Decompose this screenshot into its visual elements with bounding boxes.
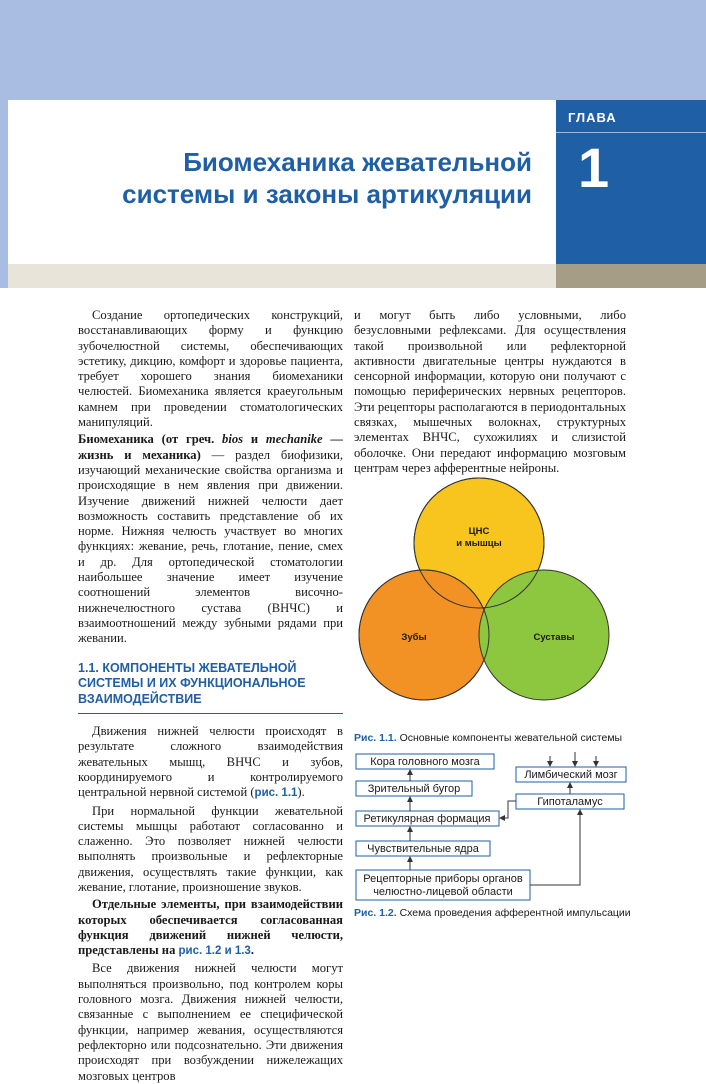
figure-1-2-caption-text: Схема проведения афферентной импульсации	[396, 907, 631, 919]
figure-1-1-caption-id: Рис. 1.1.	[354, 732, 397, 744]
chapter-label: ГЛАВА	[568, 110, 617, 125]
figure-1-2-scheme	[350, 748, 640, 906]
figure-1-1-caption	[354, 732, 622, 745]
label-receptors-line2: челюстно-лицевой области	[373, 886, 513, 898]
term-and: и	[243, 432, 266, 447]
label-limbic: Лимбический мозг	[524, 769, 618, 781]
chapter-title	[92, 146, 532, 210]
elements-end: .	[250, 943, 254, 958]
chapter-number: 1	[578, 136, 610, 199]
figure-link-1-1[interactable]: рис. 1.1	[254, 787, 298, 800]
chapter-panel	[556, 100, 706, 264]
label-sensory-nuclei: Чувствительные ядра	[367, 843, 479, 855]
label-cns: ЦНС	[468, 526, 490, 537]
label-reticular: Ретикулярная формация	[363, 813, 491, 825]
chapter-title-line2: системы и законы артикуляции	[122, 179, 532, 209]
definition-text: — раздел биофизики, изучающий механические свойства организма и происходящие в нем явления при движении. Изучение движений нижней челюсти дает возможность составить представление об их норме. Нижняя челюсть участвует во многих функциях: жевание, речь, глотание, пение, смех и др. Для ортопедической стоматологии наибольшее значение имеет изучение соотношений элементов височно-нижнечелюстного сустава (ВНЧС) и взаимоотношений между зубными рядами при жевании.	[78, 447, 343, 646]
paragraph-normal-function: При нормальной функции жевательной системы мышцы работают согласованно и слаженно. Это позволяет нижней челюсти выполнять произвольные и рефлекторные движения, осуществлять такие функции, как жевание, глотание, произношение звуков.	[78, 803, 343, 894]
right-column	[354, 308, 626, 476]
figure-1-1-caption-text: Основные компоненты жевательной системы	[396, 732, 623, 744]
paragraph-intro: Создание ортопедических конструкций, восстанавливающих форму и функцию зубочелюстной системы, обеспечивающих эстетику, дикцию, комфорт и здоровье пациента, требует хорошего знания биомеханики челюстей. Биомеханика является краеугольным камнем при проведении стоматологических манипуляций.	[78, 308, 343, 430]
arrow-receptors-hypothalamus	[530, 810, 580, 885]
paragraph-definition	[78, 432, 343, 646]
paragraph-elements	[78, 897, 343, 959]
label-teeth: Зубы	[401, 632, 427, 643]
header-left-edge	[0, 100, 8, 288]
chapter-title-line1: Биомеханика жевательной	[183, 147, 532, 177]
figure-1-2-caption	[354, 907, 631, 920]
elements-text: Отдельные элементы, при взаимодействии которых обеспечивается согласованная функция движений нижней челюсти, представлены на	[78, 897, 343, 958]
term-mechanike: mechanike	[265, 432, 323, 447]
movements-end: ).	[297, 785, 305, 800]
term-translation: — жизнь и механика)	[78, 432, 343, 462]
label-hypothalamus: Гипоталамус	[537, 796, 603, 808]
section-heading: 1.1. КОМПОНЕНТЫ ЖЕВАТЕЛЬНОЙ СИСТЕМЫ И ИХ ФУНКЦИОНАЛЬНОЕ ВЗАИМОДЕЙСТВИЕ	[78, 661, 343, 715]
figure-1-1-venn	[354, 470, 626, 725]
label-receptors-line1: Рецепторные приборы органов	[363, 873, 523, 885]
label-thalamus: Зрительный бугор	[367, 783, 461, 795]
figure-link-1-2-1-3[interactable]: рис. 1.2 и 1.3	[178, 945, 251, 958]
figure-1-2-caption-id: Рис. 1.2.	[354, 907, 397, 919]
arrow-hypothalamus-reticular	[500, 801, 516, 818]
movements-text: Движения нижней челюсти происходят в результате сложного взаимодействия жевательных мышц, ВНЧС и зубов, координируемого и контролируемого центральной нервной системой (	[78, 724, 343, 800]
left-column	[78, 308, 343, 1084]
definition-term: Биомеханика (от греч.	[78, 432, 223, 447]
paragraph-reflexes: и могут быть либо условными, либо безусловными рефлексами. Для осуществления такой произвольной или рефлекторной активности двигательные центры нуждаются в сенсорной информации, которую они получают с помощью периферических нервных рецепторов. Эти рецепторы располагаются в периодонтальных связках, мышечных волокнах, структурных элементах ВНЧС, сухожилиях и слизистой оболочке. Они передают информацию мозговым центрам через афферентные нейроны.	[354, 308, 626, 475]
header-band	[0, 0, 706, 100]
header-bottom-band	[8, 264, 556, 288]
paragraph-movements	[78, 724, 343, 801]
chapter-separator	[556, 132, 706, 133]
label-joints: Суставы	[533, 632, 575, 643]
term-bios: bios	[222, 432, 244, 447]
paragraph-voluntary: Все движения нижней челюсти могут выполняться произвольно, под контролем коры головного мозга. Движения нижней челюсти, связанные с выполнением ее специфической функции, например жевания, осуществляются рефлекторно или подсознательно. Эти движения происходят при возбуждении нижележащих мозговых центров	[78, 961, 343, 1083]
label-muscles: и мышцы	[456, 538, 502, 549]
chapter-panel-footer	[556, 264, 706, 288]
label-cortex: Кора головного мозга	[370, 756, 480, 768]
